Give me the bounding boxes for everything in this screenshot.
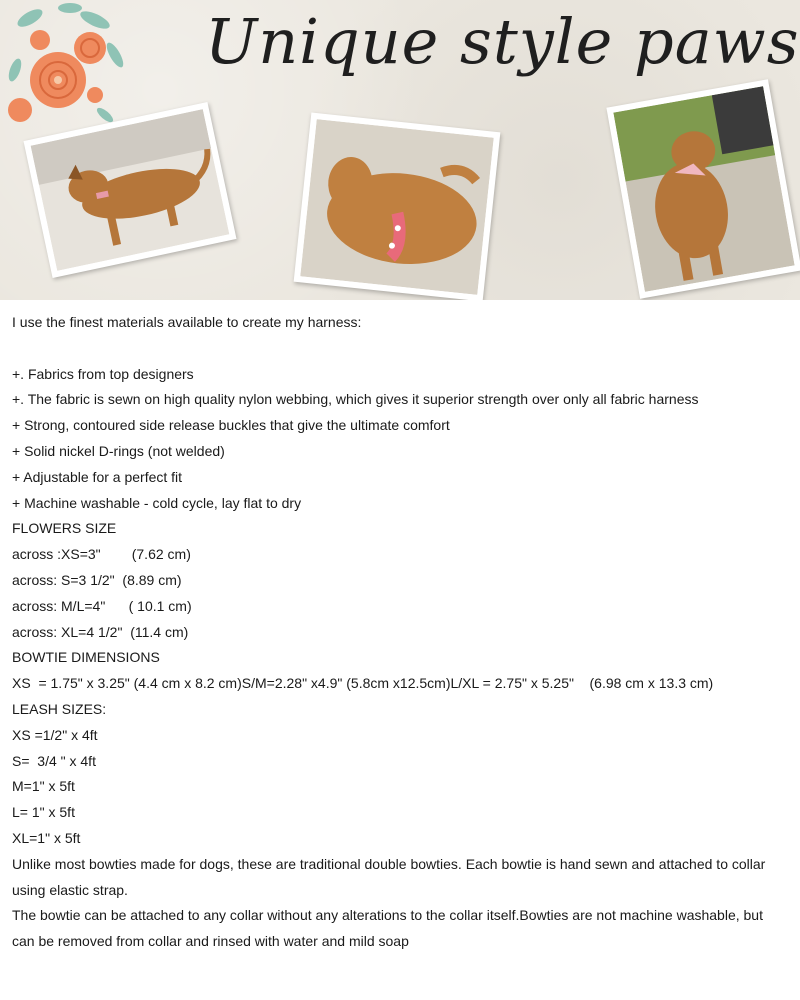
leash-size-row: M=1" x 5ft [12,778,75,795]
bowtie-dimensions-heading: BOWTIE DIMENSIONS [12,649,160,666]
flowers-size-row: across: XL=4 1/2" (11.4 cm) [12,623,189,640]
feature-item: + Strong, contoured side release buckles that give the ultimate comfort [12,417,450,434]
feature-item: + Solid nickel D-rings (not welded) [12,442,225,459]
flowers-size-heading: FLOWERS SIZE [12,520,117,537]
leash-size-row: S= 3/4 " x 4ft [12,752,96,769]
feature-item: + Adjustable for a perfect fit [12,468,183,485]
leash-size-row: XS =1/2" x 4ft [12,726,98,743]
leash-size-row: XL=1" x 5ft [12,829,81,846]
feature-item: + Machine washable - cold cycle, lay flat to dry [12,494,302,511]
leash-sizes-heading: LEASH SIZES: [12,700,107,717]
bowtie-note: Unlike most bowties made for dogs, these are traditional double bowties. Each bowtie is hand sewn and attached to collar using elastic strap. [12,855,766,898]
bowtie-note: The bowtie can be attached to any collar without any alterations to the collar itself.Bowties are not machine washable, but can be removed from collar and rinsed with water and mild soap [12,907,763,950]
intro-text: I use the finest materials available to create my harness: [12,314,362,330]
feature-item: +. The fabric is sewn on high quality nylon webbing, which gives it superior strength over only all fabric harness [12,391,699,408]
product-description [0,300,800,955]
flowers-size-row: across: M/L=4" ( 10.1 cm) [12,597,192,614]
dog-photo-sitting [606,79,800,299]
header-banner [0,0,800,300]
dog-photo-sleeping [294,113,501,300]
flowers-size-row: across :XS=3" (7.62 cm) [12,546,191,563]
bowtie-dimensions-line: XS = 1.75" x 3.25" (4.4 cm x 8.2 cm)S/M=2.28" x4.9" (5.8cm x12.5cm)L/XL = 2.75" x 5.25" (6.98 cm x 13.3 cm) [12,675,714,692]
feature-item: +. Fabrics from top designers [12,365,194,382]
flowers-size-row: across: S=3 1/2" (8.89 cm) [12,571,182,588]
brand-title: Unique style paws [205,5,800,78]
leash-size-row: L= 1" x 5ft [12,804,75,821]
flower-decoration-icon [0,0,140,140]
